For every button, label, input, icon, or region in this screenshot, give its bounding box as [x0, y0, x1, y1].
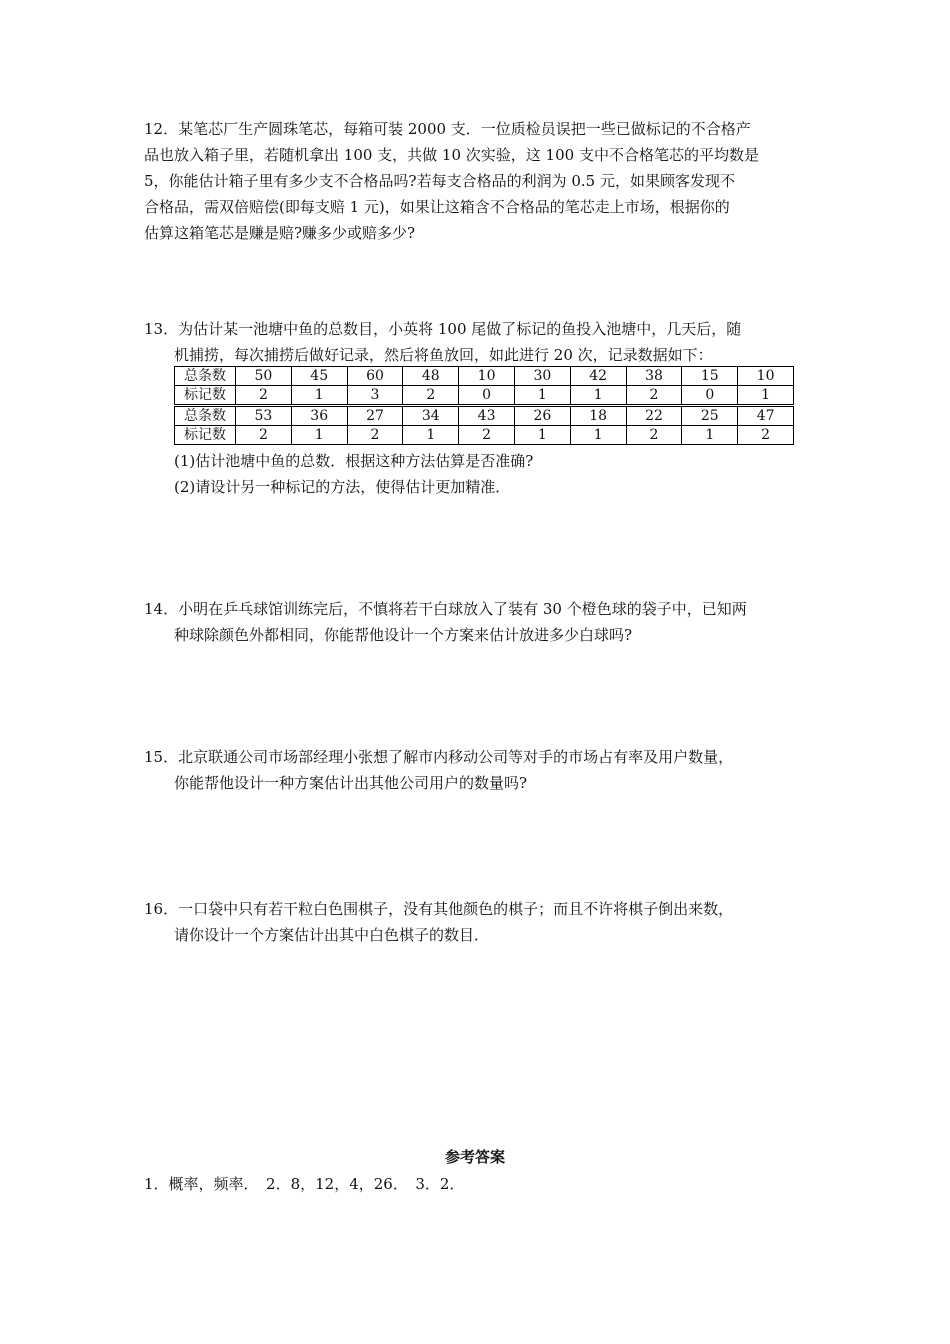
question-13-line: 机捕捞，每次捕捞后做好记录，然后将鱼放回，如此进行 20 次，记录数据如下： — [174, 346, 713, 364]
question-15 — [144, 744, 808, 796]
table-cell: 0 — [682, 386, 738, 406]
question-15-line: 你能帮他设计一种方案估计出其他公司用户的数量吗? — [174, 774, 528, 792]
row-label: 标记数 — [175, 386, 236, 406]
question-13-sub-1: (1)估计池塘中鱼的总数．根据这种方法估算是否准确? — [174, 452, 534, 470]
table-cell: 1 — [291, 386, 347, 406]
table-cell: 1 — [403, 426, 459, 445]
answers-title: 参考答案 — [444, 1148, 505, 1166]
table-cell: 2 — [347, 426, 403, 445]
table-cell: 18 — [570, 406, 626, 426]
question-14-line: 14．小明在乒乓球馆训练完后，不慎将若干白球放入了装有 30 个橙色球的袋子中，已知两 — [144, 600, 747, 618]
table-cell: 25 — [682, 406, 738, 426]
table-cell: 2 — [626, 386, 682, 406]
table-cell: 48 — [403, 367, 459, 386]
table-cell: 3 — [347, 386, 403, 406]
table-cell: 47 — [738, 406, 794, 426]
table-cell: 2 — [236, 426, 292, 445]
question-12 — [144, 116, 808, 246]
question-12-line: 5，你能估计箱子里有多少支不合格品吗?若每支合格品的利润为 0.5 元，如果顾客发现不 — [144, 172, 735, 190]
table-cell: 2 — [626, 426, 682, 445]
table-cell: 34 — [403, 406, 459, 426]
table-cell: 45 — [291, 367, 347, 386]
table-cell: 0 — [459, 386, 515, 406]
question-12-line: 12．某笔芯厂生产圆珠笔芯，每箱可装 2000 支．一位质检员误把一些已做标记的不合格产 — [144, 120, 751, 138]
question-14-line: 种球除颜色外都相同，你能帮他设计一个方案来估计放进多少白球吗? — [174, 626, 633, 644]
table-cell: 36 — [291, 406, 347, 426]
table-cell: 2 — [403, 386, 459, 406]
table-cell: 10 — [459, 367, 515, 386]
table-cell: 1 — [570, 386, 626, 406]
table-cell: 42 — [570, 367, 626, 386]
table-cell: 53 — [236, 406, 292, 426]
question-13-line: 13．为估计某一池塘中鱼的总数目，小英将 100 尾做了标记的鱼投入池塘中，几天后，随 — [144, 320, 742, 338]
question-12-line: 估算这箱笔芯是赚是赔?赚多少或赔多少? — [144, 224, 416, 242]
answers-line: 1．概率，频率． 2．8，12，4，26． 3．2． — [144, 1175, 465, 1193]
table-row — [175, 367, 794, 386]
table-cell: 15 — [682, 367, 738, 386]
question-16-line: 请你设计一个方案估计出其中白色棋子的数目． — [174, 926, 490, 944]
question-12-line: 品也放入箱子里，若随机拿出 100 支，共做 10 次实验，这 100 支中不合格笔芯的平均数是 — [144, 146, 759, 164]
row-label: 总条数 — [175, 406, 236, 426]
question-12-line: 合格品，需双倍赔偿(即每支赔 1 元)，如果让这箱含不合格品的笔芯走上市场，根据你的 — [144, 198, 730, 216]
question-13-sub-2: (2)请设计另一种标记的方法，使得估计更加精准． — [174, 478, 511, 496]
table-cell: 2 — [236, 386, 292, 406]
table-cell: 1 — [291, 426, 347, 445]
question-13 — [144, 316, 808, 368]
question-14 — [144, 596, 808, 648]
table-cell: 26 — [514, 406, 570, 426]
table-cell: 43 — [459, 406, 515, 426]
table-cell: 27 — [347, 406, 403, 426]
question-15-line: 15．北京联通公司市场部经理小张想了解市内移动公司等对手的市场占有率及用户数量， — [144, 748, 734, 766]
table-cell: 50 — [236, 367, 292, 386]
table-cell: 60 — [347, 367, 403, 386]
table-cell: 22 — [626, 406, 682, 426]
row-label: 总条数 — [175, 367, 236, 386]
question-16 — [144, 896, 808, 948]
question-16-line: 16．一口袋中只有若干粒白色围棋子，没有其他颜色的棋子；而且不许将棋子倒出来数， — [144, 900, 734, 918]
fish-data-table — [174, 366, 794, 445]
table-cell: 30 — [514, 367, 570, 386]
table-cell: 2 — [459, 426, 515, 445]
table-cell: 10 — [738, 367, 794, 386]
table-cell: 1 — [682, 426, 738, 445]
table-cell: 1 — [570, 426, 626, 445]
table-cell: 1 — [514, 426, 570, 445]
table-cell: 1 — [514, 386, 570, 406]
table-cell: 38 — [626, 367, 682, 386]
table-row — [175, 386, 794, 406]
table-row — [175, 406, 794, 426]
row-label: 标记数 — [175, 426, 236, 445]
table-row — [175, 426, 794, 445]
table-cell: 1 — [738, 386, 794, 406]
table-cell: 2 — [738, 426, 794, 445]
